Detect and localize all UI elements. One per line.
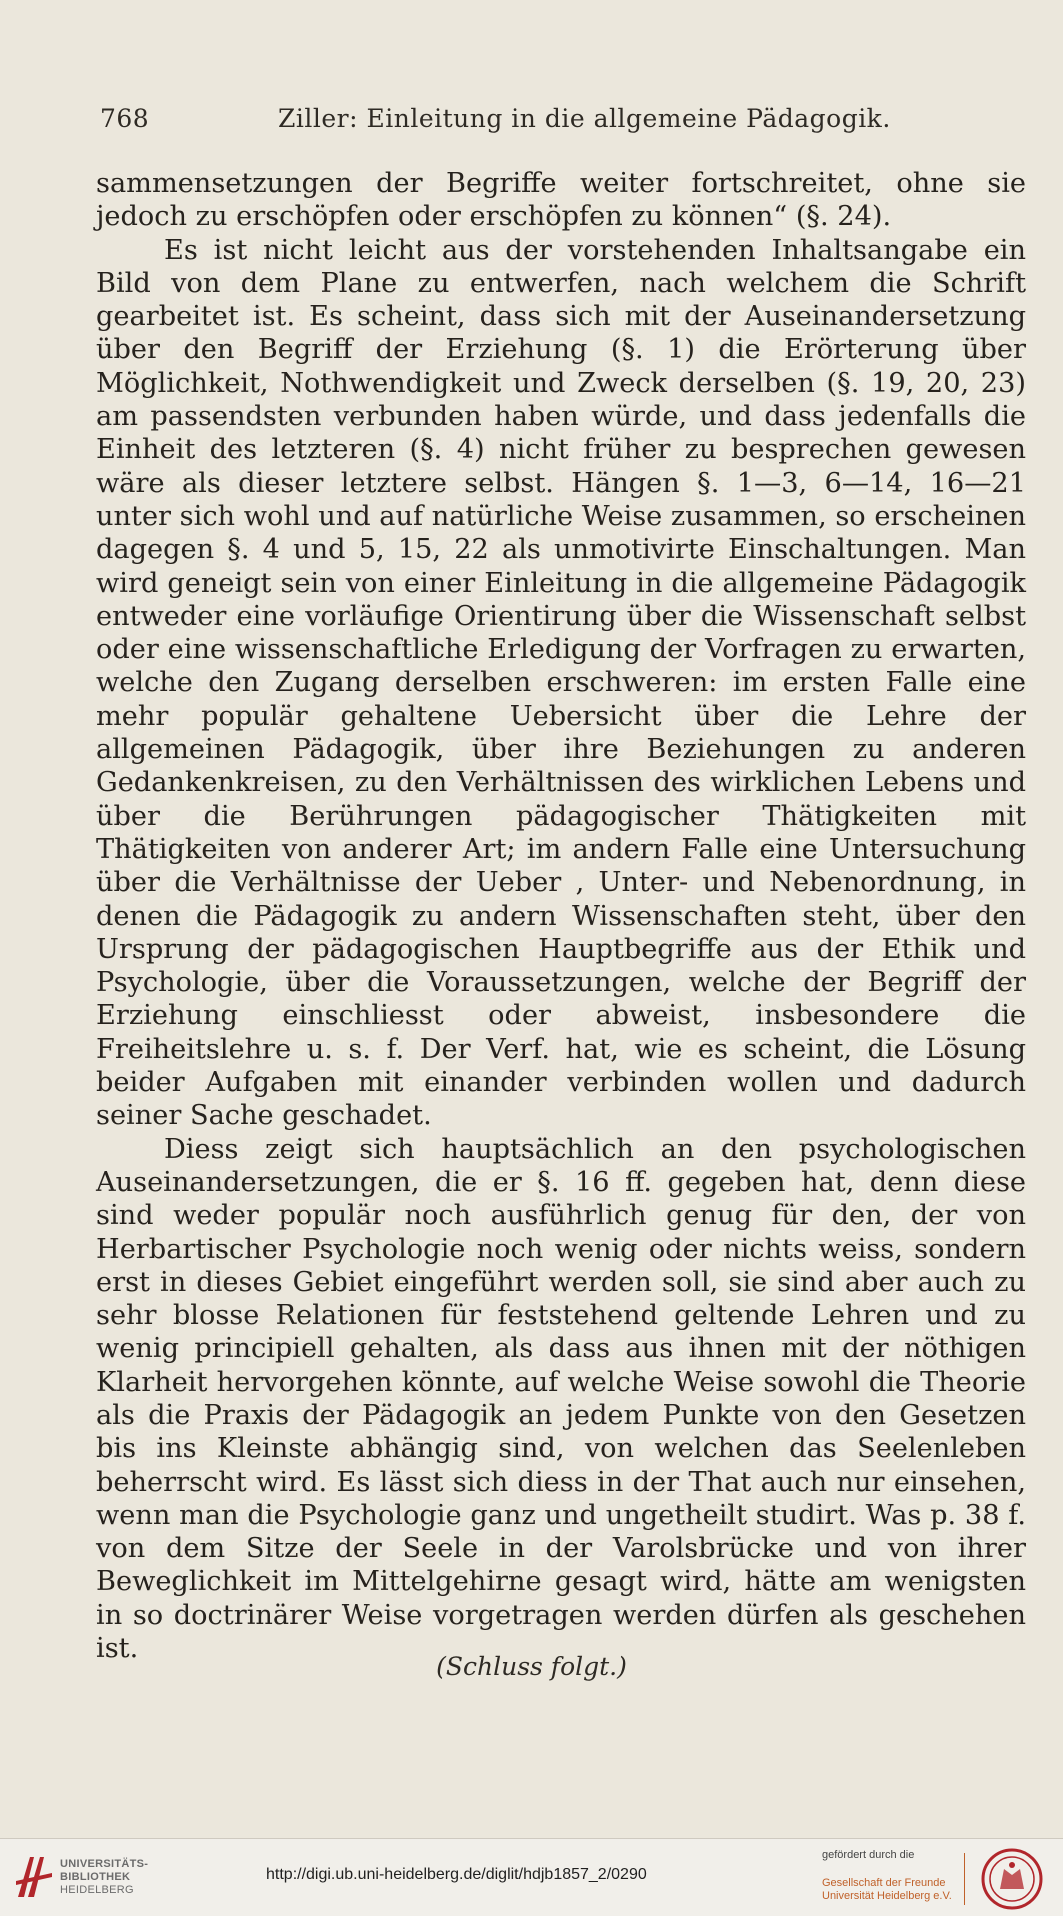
library-name-line: HEIDELBERG <box>60 1884 134 1896</box>
library-name <box>60 1858 148 1897</box>
society-name-line: Universität Heidelberg e.V. <box>822 1890 952 1902</box>
paragraph-1: sammensetzungen der Begriffe weiter fortschreitet, ohne sie jedoch zu erschöpfen oder erschöpfen zu können“ (§. 24). <box>96 168 1026 233</box>
library-logo-icon <box>12 1851 58 1903</box>
society-name <box>822 1877 952 1903</box>
paragraph-2: Es ist nicht leicht aus der vorstehenden Inhaltsangabe ein Bild von dem Plane zu entwerfen, nach welchem die Schrift gearbeitet ist. Es scheint, dass sich mit der Auseinandersetzung über den Begriff der Erziehung (§. 1) die Erörterung über Möglichkeit, Nothwendigkeit und Zweck derselben (§. 19, 20, 23) am passendsten verbunden haben würde, und dass jedenfalls die Einheit des letzteren (§. 4) nicht früher zu besprechen gewesen wäre als dieser letztere selbst. Hängen §. 1—3, 6—14, 16—21 unter sich wohl und auf natürliche Weise zusammen, so erscheinen dagegen §. 4 und 5, 15, 22 als unmotivirte Einschaltungen. Man wird geneigt sein von einer Einleitung in die allgemeine Pädagogik entweder eine vorläufige Orientirung über die Wissenschaft selbst oder eine wissenschaftliche Erledigung der Vorfragen zu erwarten, welche den Zugang derselben erschweren: im ersten Falle eine mehr populär gehaltene Uebersicht über die Lehre der allgemeinen Pädagogik, über ihre Beziehungen zu anderen Gedankenkreisen, zu den Verhältnissen des wirklichen Lebens und über die Berührungen pädagogischer Thätigkeiten mit Thätigkeiten von anderer Art; im andern Falle eine Untersuchung über die Verhältnisse der Ueber , Unter- und Nebenordnung, in denen die Pädagogik zu andern Wissenschaften steht, über den Ursprung der pädagogischen Hauptbegriffe aus der Ethik und Psychologie, über die Voraussetzungen, welche der Begriff der Erziehung einschliesst oder abweist, insbesondere die Freiheitslehre u. s. f. Der Verf. hat, wie es scheint, die Lösung beider Aufgaben mit einander verbinden wollen und dadurch seiner Sache geschadet. <box>96 234 1026 1132</box>
digitization-footer <box>0 1838 1063 1916</box>
footer-divider <box>964 1853 965 1905</box>
article-body <box>96 167 1026 1665</box>
funded-by-label: gefördert durch die <box>822 1849 915 1861</box>
page-number: 768 <box>100 104 150 133</box>
continuation-note: (Schluss folgt.) <box>436 1652 627 1681</box>
running-title: Ziller: Einleitung in die allgemeine Pädagogik. <box>278 104 891 133</box>
paragraph-3: Diess zeigt sich hauptsächlich an den psychologischen Auseinandersetzungen, die er §. 16 ff. gegeben hat, denn diese sind weder populär noch ausführlich genug für den, der von Herbartischer Psychologie noch wenig oder nichts weiss, sondern erst in dieses Gebiet eingeführt werden soll, sie sind aber auch zu sehr blosse Relationen für feststehend geltende Lehren und zu wenig principiell gehalten, als dass aus ihnen mit der nöthigen Klarheit hervorgehen könnte, auf welche Weise sowohl die Theorie als die Praxis der Pädagogik an jedem Punkte von den Gesetzen bis ins Kleinste abhängig sind, von welchen das Seelenleben beherrscht wird. Es lässt sich diess in der That auch nur einsehen, wenn man die Psychologie ganz und ungetheilt studirt. Was p. 38 f. von dem Sitze der Seele in der Varolsbrücke und von ihrer Beweglichkeit im Mittelgehirne gesagt wird, hätte am wenigsten in so doctrinärer Weise vorgetragen werden dürfen als geschehen ist. <box>96 1133 1026 1665</box>
library-name-line: UNIVERSITÄTS- <box>60 1858 149 1870</box>
permalink[interactable]: http://digi.ub.uni-heidelberg.de/diglit/hdjb1857_2/0290 <box>266 1866 647 1883</box>
university-seal-icon <box>978 1847 1046 1911</box>
library-name-line: BIBLIOTHEK <box>60 1871 131 1883</box>
society-name-line: Gesellschaft der Freunde <box>822 1877 946 1889</box>
